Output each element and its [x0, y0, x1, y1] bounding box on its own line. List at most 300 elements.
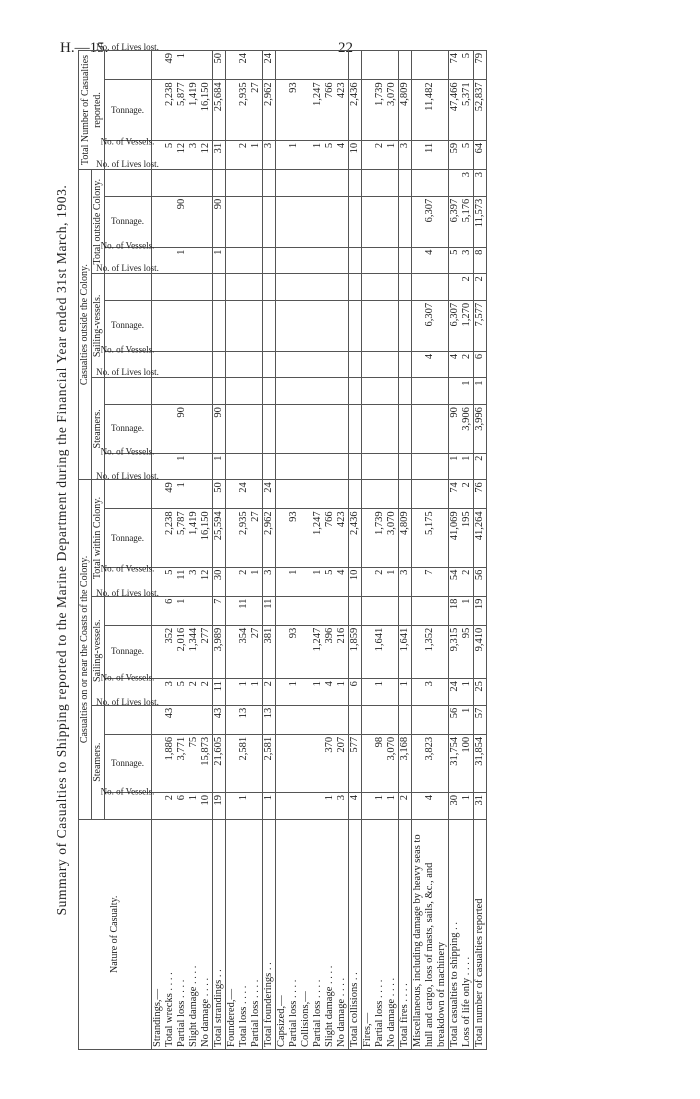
lives-column-header — [96, 262, 159, 300]
table-row — [336, 50, 349, 1049]
table-cell — [288, 479, 300, 508]
table-cell: 423 — [336, 79, 349, 140]
table-cell — [250, 596, 263, 625]
table-cell — [399, 404, 412, 452]
table-cell: 1,739 — [374, 508, 386, 566]
table-cell — [399, 196, 412, 247]
table-row — [349, 50, 362, 1049]
outside-steamers-header: Steamers. — [92, 377, 105, 479]
table-cell: 1,419 — [188, 508, 200, 566]
lives-column-header — [96, 696, 159, 734]
table-cell — [312, 734, 324, 792]
table-cell — [312, 479, 324, 508]
table-row — [276, 50, 289, 1049]
row-label: Partial loss . . . . — [250, 819, 263, 1049]
table-cell — [374, 50, 386, 79]
table-row — [164, 50, 176, 1049]
table-cell: 1 — [238, 792, 250, 819]
table-cell: 98 — [374, 734, 386, 792]
table-cell — [386, 479, 399, 508]
row-label: No damage . . . . — [336, 819, 349, 1049]
table-cell — [362, 79, 375, 140]
table-row — [461, 50, 474, 1049]
table-cell — [288, 596, 300, 625]
table-cell — [300, 479, 312, 508]
table-cell — [152, 377, 165, 404]
table-cell: 6,307 — [412, 196, 449, 247]
table-cell — [288, 377, 300, 404]
table-cell: 3 — [474, 169, 487, 196]
table-cell — [324, 351, 336, 378]
table-cell — [312, 50, 324, 79]
table-cell — [362, 734, 375, 792]
table-cell — [374, 377, 386, 404]
table-cell — [226, 377, 239, 404]
table-row — [213, 50, 226, 1049]
table-cell: 1 — [250, 678, 263, 705]
table-cell: 31,854 — [474, 734, 487, 792]
table-cell: 4 — [412, 247, 449, 274]
table-cell — [176, 705, 188, 734]
table-cell — [276, 705, 289, 734]
table-cell: 12 — [200, 567, 213, 596]
table-cell — [200, 300, 213, 351]
table-cell — [188, 196, 200, 247]
table-cell — [312, 596, 324, 625]
table-cell: 1,419 — [188, 79, 200, 140]
table-cell — [362, 50, 375, 79]
table-cell: 11 — [412, 140, 449, 169]
table-cell — [300, 705, 312, 734]
table-cell: 6 — [474, 351, 487, 378]
table-cell — [226, 196, 239, 247]
table-cell — [276, 50, 289, 79]
table-cell — [349, 351, 362, 378]
table-cell — [324, 169, 336, 196]
table-cell: 6 — [349, 678, 362, 705]
table-cell: 56 — [474, 567, 487, 596]
table-cell — [164, 377, 176, 404]
table-cell: 4,809 — [399, 508, 412, 566]
table-cell — [386, 300, 399, 351]
table-cell — [362, 140, 375, 169]
table-cell — [188, 377, 200, 404]
table-cell: 1,247 — [312, 508, 324, 566]
vessels-column-label: No. of Vessels. — [100, 446, 155, 457]
table-cell: 1 — [374, 792, 386, 819]
table-row — [188, 50, 200, 1049]
table-cell — [349, 196, 362, 247]
table-cell: 370 — [324, 734, 336, 792]
table-cell — [300, 508, 312, 566]
table-cell — [226, 792, 239, 819]
table-cell: 3 — [461, 247, 474, 274]
table-cell — [288, 351, 300, 378]
table-cell: 31 — [213, 140, 226, 169]
table-cell: 27 — [250, 625, 263, 678]
table-cell — [213, 351, 226, 378]
table-row — [176, 50, 188, 1049]
table-cell — [336, 247, 349, 274]
table-cell — [263, 377, 276, 404]
table-cell — [386, 404, 399, 452]
vessels-column-label: No. of Vessels. — [100, 671, 155, 682]
table-cell — [374, 169, 386, 196]
table-cell — [374, 404, 386, 452]
table-cell: 1 — [176, 247, 188, 274]
table-cell: 5 — [461, 50, 474, 79]
table-cell: 766 — [324, 79, 336, 140]
table-cell — [276, 196, 289, 247]
table-cell: 64 — [474, 140, 487, 169]
table-cell — [399, 300, 412, 351]
table-cell: 2 — [263, 678, 276, 705]
table-cell: 24 — [263, 50, 276, 79]
total-number-header: Total Number of Casualties reported. — [79, 50, 105, 169]
table-cell — [300, 404, 312, 452]
table-cell — [226, 140, 239, 169]
table-cell — [374, 196, 386, 247]
table-cell — [412, 169, 449, 196]
row-label: Total fires . . . . — [399, 819, 412, 1049]
table-cell — [288, 453, 300, 480]
table-row — [300, 50, 312, 1049]
table-cell: 577 — [349, 734, 362, 792]
table-cell: 1 — [263, 792, 276, 819]
lives-column-header — [96, 41, 159, 79]
table-cell: 1,270 — [461, 300, 474, 351]
table-cell: 49 — [164, 479, 176, 508]
table-cell: 1 — [461, 453, 474, 480]
table-cell — [349, 300, 362, 351]
table-cell: 2,436 — [349, 79, 362, 140]
table-cell — [263, 351, 276, 378]
table-cell — [386, 247, 399, 274]
table-cell — [164, 351, 176, 378]
vessels-column-label: No. of Vessels. — [100, 562, 155, 573]
table-cell — [300, 169, 312, 196]
table-cell — [276, 247, 289, 274]
table-cell: 1 — [374, 678, 386, 705]
table-cell: 21,605 — [213, 734, 226, 792]
table-cell — [226, 273, 239, 300]
table-cell — [300, 596, 312, 625]
table-cell — [324, 273, 336, 300]
lives-column-header — [96, 366, 159, 404]
table-cell: 100 — [461, 734, 474, 792]
table-cell — [238, 453, 250, 480]
table-cell — [226, 678, 239, 705]
table-cell: 25,684 — [213, 79, 226, 140]
table-cell — [226, 169, 239, 196]
table-cell — [362, 300, 375, 351]
table-cell: 19 — [474, 596, 487, 625]
table-cell — [362, 508, 375, 566]
total-outside-header: Total outside Colony. — [92, 169, 105, 273]
table-cell: 1 — [312, 567, 324, 596]
tonnage-column-label: Tonnage. — [110, 104, 145, 115]
table-cell — [276, 453, 289, 480]
table-cell: 12 — [200, 140, 213, 169]
table-cell: 41,069 — [449, 508, 462, 566]
lives-column-label: No. of Lives lost. — [96, 471, 159, 481]
within-colony-group-header: Casualties on or near the Coasts of the Colony. — [79, 479, 92, 818]
table-row — [263, 50, 276, 1049]
table-cell — [300, 351, 312, 378]
table-cell — [449, 273, 462, 300]
table-cell — [263, 453, 276, 480]
table-cell — [386, 196, 399, 247]
table-cell — [336, 377, 349, 404]
table-cell — [226, 247, 239, 274]
table-cell: 56 — [449, 705, 462, 734]
table-cell — [336, 50, 349, 79]
table-cell: 1,352 — [412, 625, 449, 678]
table-cell — [300, 734, 312, 792]
table-cell: 5,175 — [412, 508, 449, 566]
table-cell — [300, 625, 312, 678]
tonnage-column-header — [105, 734, 152, 792]
table-cell: 5 — [176, 678, 188, 705]
table-cell — [412, 479, 449, 508]
table-cell: 10 — [349, 567, 362, 596]
table-cell — [213, 273, 226, 300]
table-cell — [412, 596, 449, 625]
table-cell: 1 — [386, 792, 399, 819]
table-cell — [188, 300, 200, 351]
table-cell — [200, 479, 213, 508]
lives-column-header — [96, 471, 159, 508]
table-cell: 3,996 — [474, 404, 487, 452]
table-cell: 1,886 — [164, 734, 176, 792]
table-cell — [324, 596, 336, 625]
table-cell — [336, 705, 349, 734]
table-cell: 4 — [336, 140, 349, 169]
table-cell: 90 — [176, 404, 188, 452]
table-cell — [188, 50, 200, 79]
table-cell: 2,962 — [263, 508, 276, 566]
table-cell: 2 — [200, 678, 213, 705]
table-cell: 52,837 — [474, 79, 487, 140]
table-cell: 6,307 — [449, 300, 462, 351]
table-cell — [152, 404, 165, 452]
lives-column-label: No. of Lives lost. — [96, 262, 159, 273]
table-cell: 1 — [238, 678, 250, 705]
table-cell — [188, 453, 200, 480]
table-cell — [374, 596, 386, 625]
table-cell: 79 — [474, 50, 487, 79]
table-cell: 1 — [461, 678, 474, 705]
table-cell: 93 — [288, 79, 300, 140]
table-cell — [386, 705, 399, 734]
row-label: Collisions,— — [300, 819, 312, 1049]
table-cell — [386, 377, 399, 404]
table-cell — [276, 479, 289, 508]
table-cell: 2,436 — [349, 508, 362, 566]
table-cell — [362, 678, 375, 705]
table-cell — [250, 734, 263, 792]
table-row — [324, 50, 336, 1049]
table-cell — [276, 79, 289, 140]
table-cell: 1 — [188, 792, 200, 819]
table-cell — [312, 300, 324, 351]
table-cell — [213, 300, 226, 351]
table-cell: 2 — [188, 678, 200, 705]
page-code: H.—15. — [60, 40, 109, 56]
table-cell: 2 — [474, 273, 487, 300]
table-row — [250, 50, 263, 1049]
table-cell — [164, 404, 176, 452]
table-cell — [386, 169, 399, 196]
table-cell: 30 — [213, 567, 226, 596]
table-cell: 1 — [288, 140, 300, 169]
table-cell — [312, 792, 324, 819]
table-cell: 1,641 — [399, 625, 412, 678]
table-cell: 1 — [399, 678, 412, 705]
table-cell — [288, 300, 300, 351]
table-cell — [250, 247, 263, 274]
table-cell: 43 — [164, 705, 176, 734]
table-cell: 3,070 — [386, 508, 399, 566]
table-cell — [188, 169, 200, 196]
table-cell — [288, 273, 300, 300]
table-cell — [300, 196, 312, 247]
table-cell: 9,315 — [449, 625, 462, 678]
tonnage-column-label: Tonnage. — [110, 645, 145, 656]
table-cell — [412, 705, 449, 734]
table-cell — [300, 792, 312, 819]
table-cell — [362, 705, 375, 734]
lives-column-label: No. of Lives lost. — [96, 41, 159, 52]
outside-colony-group-header: Casualties outside the Colony. — [79, 169, 92, 479]
table-cell: 24 — [238, 50, 250, 79]
table-cell — [399, 50, 412, 79]
table-cell — [288, 734, 300, 792]
row-label: Foundered,— — [226, 819, 239, 1049]
table-cell: 1 — [461, 377, 474, 404]
table-cell — [250, 351, 263, 378]
table-cell: 2,581 — [263, 734, 276, 792]
table-cell — [152, 508, 165, 566]
table-cell — [188, 247, 200, 274]
table-cell: 15,873 — [200, 734, 213, 792]
table-cell — [349, 273, 362, 300]
table-cell: 3,906 — [461, 404, 474, 452]
table-cell — [288, 196, 300, 247]
table-cell: 49 — [164, 50, 176, 79]
table-cell: 4 — [412, 351, 449, 378]
table-cell: 2,935 — [238, 508, 250, 566]
table-cell: 1 — [336, 678, 349, 705]
table-cell — [152, 625, 165, 678]
table-cell — [152, 734, 165, 792]
table-cell: 74 — [449, 479, 462, 508]
table-cell — [152, 196, 165, 247]
table-cell: 25,594 — [213, 508, 226, 566]
table-cell: 1 — [288, 567, 300, 596]
table-cell: 24 — [263, 479, 276, 508]
table-cell — [188, 273, 200, 300]
table-row — [238, 50, 250, 1049]
table-cell — [374, 705, 386, 734]
row-label: Total strandings . . — [213, 819, 226, 1049]
table-cell — [250, 196, 263, 247]
table-cell — [399, 596, 412, 625]
table-cell — [152, 300, 165, 351]
table-cell: 50 — [213, 50, 226, 79]
table-cell: 47,466 — [449, 79, 462, 140]
table-cell — [412, 377, 449, 404]
table-cell — [250, 792, 263, 819]
table-cell — [152, 169, 165, 196]
table-cell — [176, 273, 188, 300]
table-cell — [276, 377, 289, 404]
tonnage-column-header — [105, 196, 152, 247]
table-cell: 5,877 — [176, 79, 188, 140]
table-cell — [226, 567, 239, 596]
table-cell: 1 — [474, 377, 487, 404]
table-cell: 2 — [461, 273, 474, 300]
table-cell — [399, 273, 412, 300]
table-cell — [349, 453, 362, 480]
table-cell: 11 — [263, 596, 276, 625]
table-cell — [200, 404, 213, 452]
table-cell — [312, 377, 324, 404]
table-cell — [152, 50, 165, 79]
table-cell — [412, 404, 449, 452]
table-cell — [188, 596, 200, 625]
table-cell: 2 — [461, 479, 474, 508]
table-cell — [152, 79, 165, 140]
table-cell — [200, 377, 213, 404]
table-cell — [238, 247, 250, 274]
table-cell: 2 — [399, 792, 412, 819]
vessels-column-label: No. of Vessels. — [100, 785, 155, 796]
table-cell — [399, 247, 412, 274]
table-cell — [176, 300, 188, 351]
table-cell — [238, 273, 250, 300]
row-label: Total wrecks . . . . — [164, 819, 176, 1049]
row-label: Total collisions . . — [349, 819, 362, 1049]
tonnage-column-header — [105, 79, 152, 140]
table-cell: 11 — [238, 596, 250, 625]
table-cell — [200, 50, 213, 79]
table-cell: 423 — [336, 508, 349, 566]
table-cell: 7 — [213, 596, 226, 625]
table-cell — [324, 705, 336, 734]
table-cell — [263, 273, 276, 300]
table-cell: 1 — [461, 596, 474, 625]
table-cell: 95 — [461, 625, 474, 678]
table-cell — [226, 508, 239, 566]
table-cell — [324, 453, 336, 480]
table-row — [399, 50, 412, 1049]
tonnage-column-label: Tonnage. — [110, 319, 145, 330]
table-row — [226, 50, 239, 1049]
table-cell — [200, 351, 213, 378]
table-cell — [324, 50, 336, 79]
table-cell — [412, 453, 449, 480]
table-cell: 19 — [213, 792, 226, 819]
table-cell — [288, 50, 300, 79]
table-cell: 1,247 — [312, 79, 324, 140]
table-cell — [238, 404, 250, 452]
table-cell: 43 — [213, 705, 226, 734]
vessels-column-label: No. of Vessels. — [100, 240, 155, 251]
tonnage-column-label: Tonnage. — [110, 422, 145, 433]
table-cell: 3,168 — [399, 734, 412, 792]
table-cell — [238, 351, 250, 378]
